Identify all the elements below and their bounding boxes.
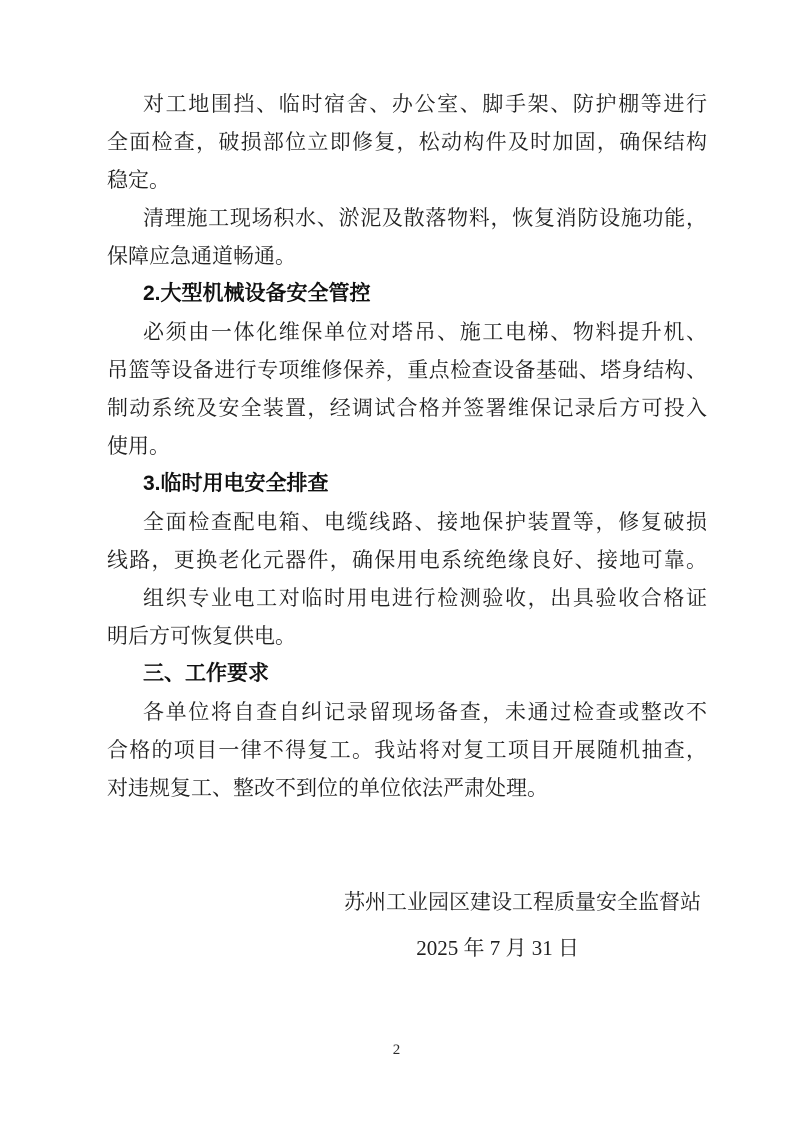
body-line: 全面检查，破损部位立即修复，松动构件及时加固，确保结构: [107, 130, 707, 154]
heading-temporary-power: 3.临时用电安全排查: [143, 472, 329, 495]
body-line: 必须由一体化维保单位对塔吊、施工电梯、物料提升机、: [143, 320, 707, 344]
body-line: 各单位将自查自纠记录留现场备查，未通过检查或整改不: [143, 700, 707, 724]
signature-organization: 苏州工业园区建设工程质量安全监督站: [344, 890, 701, 914]
body-line: 明后方可恢复供电。: [107, 624, 296, 648]
body-line: 制动系统及安全装置，经调试合格并签署维保记录后方可投入: [107, 396, 707, 420]
body-line: 吊篮等设备进行专项维修保养，重点检查设备基础、塔身结构、: [107, 358, 707, 382]
heading-work-requirements: 三、工作要求: [143, 662, 269, 685]
blank-line: [107, 807, 707, 845]
blank-line: [107, 845, 707, 883]
body-line: 合格的项目一律不得复工。我站将对复工项目开展随机抽查，: [107, 738, 707, 762]
body-line: 稳定。: [107, 168, 170, 192]
body-line: 清理施工现场积水、淤泥及散落物料，恢复消防设施功能，: [143, 206, 707, 230]
body-line: 线路，更换老化元器件，确保用电系统绝缘良好、接地可靠。: [107, 548, 707, 572]
body-line: 对工地围挡、临时宿舍、办公室、脚手架、防护棚等进行: [143, 92, 707, 116]
heading-machinery-safety: 2.大型机械设备安全管控: [143, 282, 371, 305]
body-line: 保障应急通道畅通。: [107, 244, 296, 268]
body-line: 全面检查配电箱、电缆线路、接地保护装置等，修复破损: [143, 510, 707, 534]
page-number: 2: [392, 1042, 401, 1058]
body-line: 使用。: [107, 434, 170, 458]
document-body: [107, 85, 707, 967]
body-line: 对违规复工、整改不到位的单位依法严肃处理。: [107, 776, 548, 800]
body-line: 组织专业电工对临时用电进行检测验收，出具验收合格证: [143, 586, 707, 610]
signature-date: 2025 年 7 月 31 日: [416, 936, 579, 960]
